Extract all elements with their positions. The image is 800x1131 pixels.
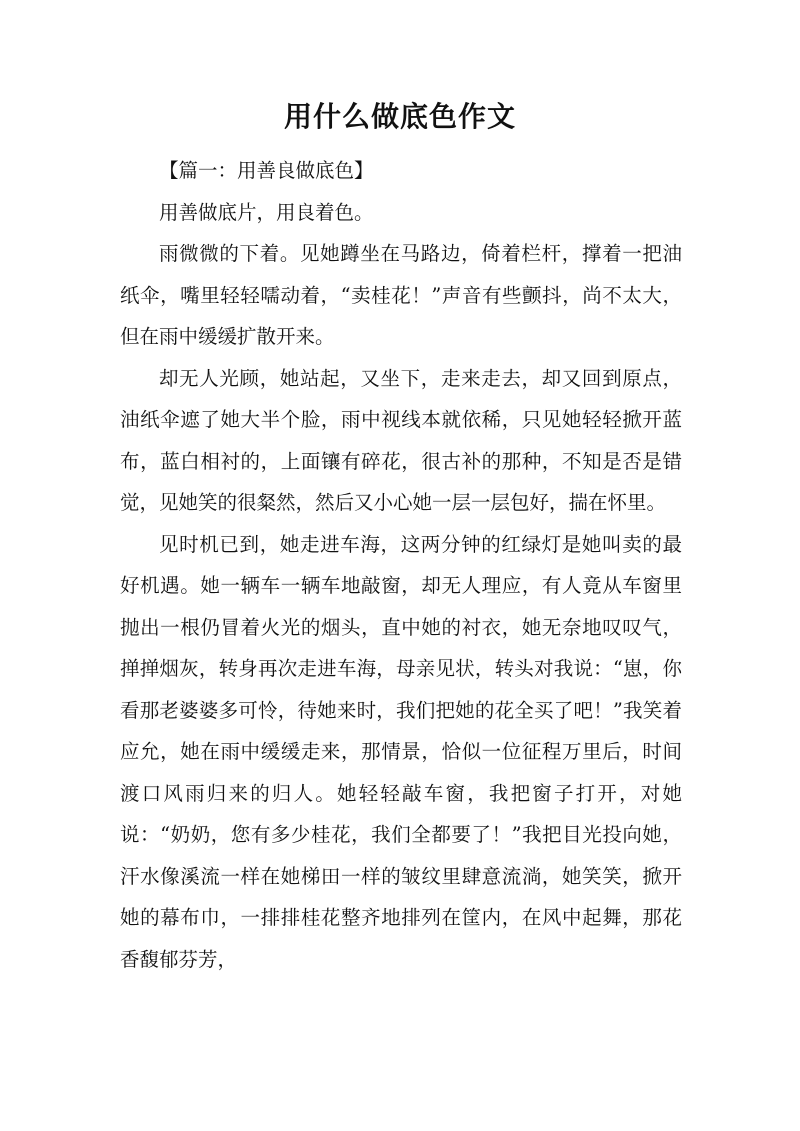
- section-heading: 【篇一：用善良做底色】: [159, 159, 374, 182]
- body-paragraph: 雨微微的下着。见她蹲坐在马路边，倚着栏杆，撑着一把油纸伞，嘴里轻轻嚅动着，“卖桂花！”声音有些颤抖，尚不太大，但在雨中缓缓扩散开来。: [120, 242, 682, 348]
- document-body: [120, 150, 682, 980]
- document-title: 用什么做底色作文: [283, 100, 516, 133]
- body-paragraph: 却无人光顾，她站起，又坐下，走来走去，却又回到原点，油纸伞遮了她大半个脸，雨中视线本就依稀，只见她轻轻掀开蓝布，蓝白相衬的，上面镶有碎花，很古补的那种，不知是否是错觉，见她笑的很粲然，然后又小心她一层一层包好，揣在怀里。: [120, 366, 682, 514]
- body-paragraph: 用善做底片，用良着色。: [159, 200, 374, 224]
- body-paragraph: 见时机已到，她走进车海，这两分钟的红绿灯是她叫卖的最好机遇。她一辆车一辆车地敲窗，却无人理应，有人竟从车窗里抛出一根仍冒着火光的烟头，直中她的衬衣，她无奈地叹叹气，掸掸烟灰，转身再次走进车海，母亲见状，转头对我说：“崽，你看那老婆婆多可怜，待她来时，我们把她的花全买了吧！”我笑着应允，她在雨中缓缓走来，那情景，恰似一位征程万里后，时间渡口风雨归来的归人。她轻轻敲车窗，我把窗子打开，对她说：“奶奶，您有多少桂花，我们全都要了！”我把目光投向她，汗水像溪流一样在她梯田一样的皱纹里肆意流淌，她笑笑，掀开她的幕布巾，一排排桂花整齐地排列在筐内，在风中起舞，那花香馥郁芬芳，: [120, 532, 682, 971]
